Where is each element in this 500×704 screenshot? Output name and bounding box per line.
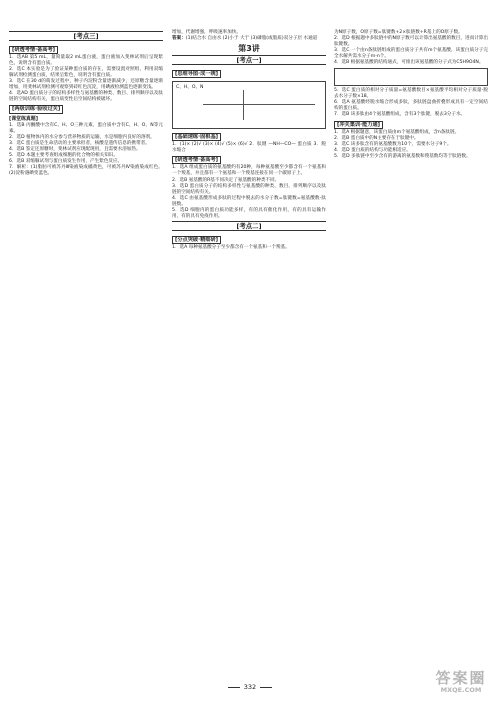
subsection-title: [课堂练真题]: [9, 115, 38, 122]
column-2: [172, 30, 326, 251]
column-3: [334, 30, 488, 160]
list-item: 7．解析：(1)脂肪可被苏丹Ⅲ染液染成橘黄色，可被苏丹Ⅳ染液染成红色。(2)淀粉遇碘变蓝色。: [9, 164, 163, 176]
paragraph: 增加，代谢增强，呼吸速率加快。: [172, 30, 241, 35]
list-item: 5．选D 本题主要考查组成细胞的化合物的相关知识。: [9, 152, 118, 158]
paragraph: 3．选C 在30 d的萌发过程中，种子内淀粉含量逐渐减少，还原糖含量逐渐增加，用斐林试剂检测可观察到砖红色沉淀，用碘液检测蓝色逐渐变浅。: [9, 79, 163, 91]
list-item: 3．选C 蛋白质是生命活动的主要承担者，核酸是遗传信息的携带者。: [9, 140, 150, 146]
list-item: 1．选A 根据题意，该蛋白质由m个氨基酸组成，含n条肽链。: [334, 129, 460, 135]
watermark-logo: [426, 670, 496, 700]
answer-label: 答案：: [172, 36, 186, 42]
list-item: 4．选B 鉴定还原糖时，斐林试剂应现配现用，且需要水浴加热。: [9, 146, 141, 152]
paragraph: 2．选D 根据题中多肽链中的N原子数可以计算出氨基酸的数目，进而计算出肽键数。: [334, 36, 488, 48]
list-item: 1．选B 丙酮酸中含有C、H、O三种元素，蛋白质中含有C、H、O、N等元素。: [9, 122, 163, 134]
section-title-practice: [冲关集训·能力通]: [334, 121, 383, 129]
list-item: 5．选D 多肽链中至少含有的游离的氨基数和羧基数均等于肽链数。: [334, 153, 471, 159]
section-title-quick: [基础速练·固根基]: [172, 133, 221, 141]
paragraph: 4．选C 由氨基酸形成多肽的过程中脱去的水分子数=肽键数=氨基酸数-肽链数。: [172, 195, 326, 207]
watermark-line-2: MXQE.COM: [440, 686, 482, 694]
header-kaodian-2: [考点二]: [172, 221, 326, 231]
paragraph: 3．选C 一个由n条肽链组成的蛋白质分子共有m个氨基酸，该蛋白质分子完全水解共需水分子m-n个。: [334, 48, 488, 60]
paragraph: 1．选A 每种氨基酸分子至少都含有一个氨基和一个羧基。: [172, 244, 290, 250]
paragraph: 2．选C 本实验是为了验证某种蛋白质的存在，需要设置对照组，利用双缩脲试剂检测蛋白质，结果呈紫色，说明含有蛋白质。: [9, 67, 163, 79]
mind-map-label: C、H、O、N: [176, 85, 204, 91]
page-number-text: 332: [243, 683, 257, 691]
list-item: 4．选D 蛋白质的结构与功能相适应。: [334, 147, 411, 153]
mind-map-line: [243, 90, 244, 120]
paragraph: 2．选B 氨基酸的R基不同决定了氨基酸的种类不同。: [172, 177, 280, 183]
list-item: 2．选D 植物体内的水分参与营养物质的运输，水是细胞内良好的溶剂。: [9, 134, 155, 140]
paragraph: 1．选AB 第5 mL，量筒量取2 mL蛋白液，蛋白液加入斐林试剂后呈现紫色，说明含有蛋白质。: [9, 55, 163, 67]
paragraph: 5．选C 蛋白质的相对分子质量=氨基酸数目×氨基酸平均相对分子质量-脱去水分子数×18。: [334, 88, 488, 100]
page-number: [0, 683, 500, 691]
answer-line: [172, 36, 326, 42]
mind-map-diagram: [172, 81, 326, 129]
header-kaodian-3: [考点三]: [9, 31, 163, 41]
paragraph: 4．选AD 蛋白质分子的结构多样性与氨基酸的种类、数目、排列顺序以及肽链的空间结构有关，蛋白质变性后空间结构被破坏。: [9, 91, 163, 103]
paragraph: 1．选A 组成蛋白质的氨基酸约有20种，每种氨基酸至少都含有一个氨基和一个羧基，并且都有一个氨基和一个羧基连接在同一个碳原子上。: [172, 165, 326, 177]
dash-left: [228, 687, 240, 688]
dash-right: [260, 687, 272, 688]
section-title-study: [研透考情·备高考]: [9, 46, 58, 54]
list-item: 2．选B 蛋白质中的N主要存在于肽键中。: [334, 135, 419, 141]
mind-map-line: [203, 104, 315, 105]
section-title-study: [研透考情·备高考]: [172, 156, 221, 164]
paragraph: 7．选B 该多肽由4个氨基酸组成，含有3个肽键，脱去3分子水。: [334, 112, 466, 118]
list-item: 6．选B 双缩脲试剂与蛋白质发生作用，产生紫色反应。: [9, 158, 123, 164]
paragraph: 4．选B 根据氨基酸的结构通式，可推出该氨基酸的分子式为C5H9O4N。: [334, 60, 484, 66]
header-kaodian-1: [考点一]: [172, 55, 326, 65]
section-title-mindmap: [思维导图·成一统]: [172, 70, 221, 78]
section-title-training: [两级训练·验收过关]: [9, 105, 63, 113]
section-title-focus: [分点突破·精细研]: [172, 236, 221, 244]
formula-box: [334, 68, 488, 86]
watermark-line-1: 答案圈: [435, 669, 487, 687]
paragraph: 1．(1)× (2)√ (3)× (4)√ (5)× (6)√ 2．肽键 —NH—CO— 蛋白质 3．脱水缩合: [172, 142, 326, 154]
list-item: 3．选C 该多肽含有的氨基酸数为10个，需要水分子9个。: [334, 141, 452, 147]
paragraph: 5．选D 细胞内的蛋白质功能多样，有的具有催化作用，有的具有运输作用，有的具有免疫作用。: [172, 207, 326, 219]
column-1: [9, 30, 163, 177]
paragraph: 为N原子数，O原子数=肽键数+2×肽链数+R基上的O原子数。: [334, 30, 463, 35]
paragraph: 6．选A 氨基酸经脱水缩合形成多肽，多肽链盘曲折叠形成具有一定空间结构的蛋白质。: [334, 100, 488, 112]
answer-text: (1)结合水 自由水 (2)小于 大于 (3)磷脂(或脂质)双分子层 水通道: [185, 36, 318, 42]
paragraph: 3．选D 蛋白质分子的结构多样性与氨基酸的种类、数目、排列顺序以及肽链的空间结构有关。: [172, 183, 326, 195]
chapter-title: 第3讲: [238, 44, 260, 54]
